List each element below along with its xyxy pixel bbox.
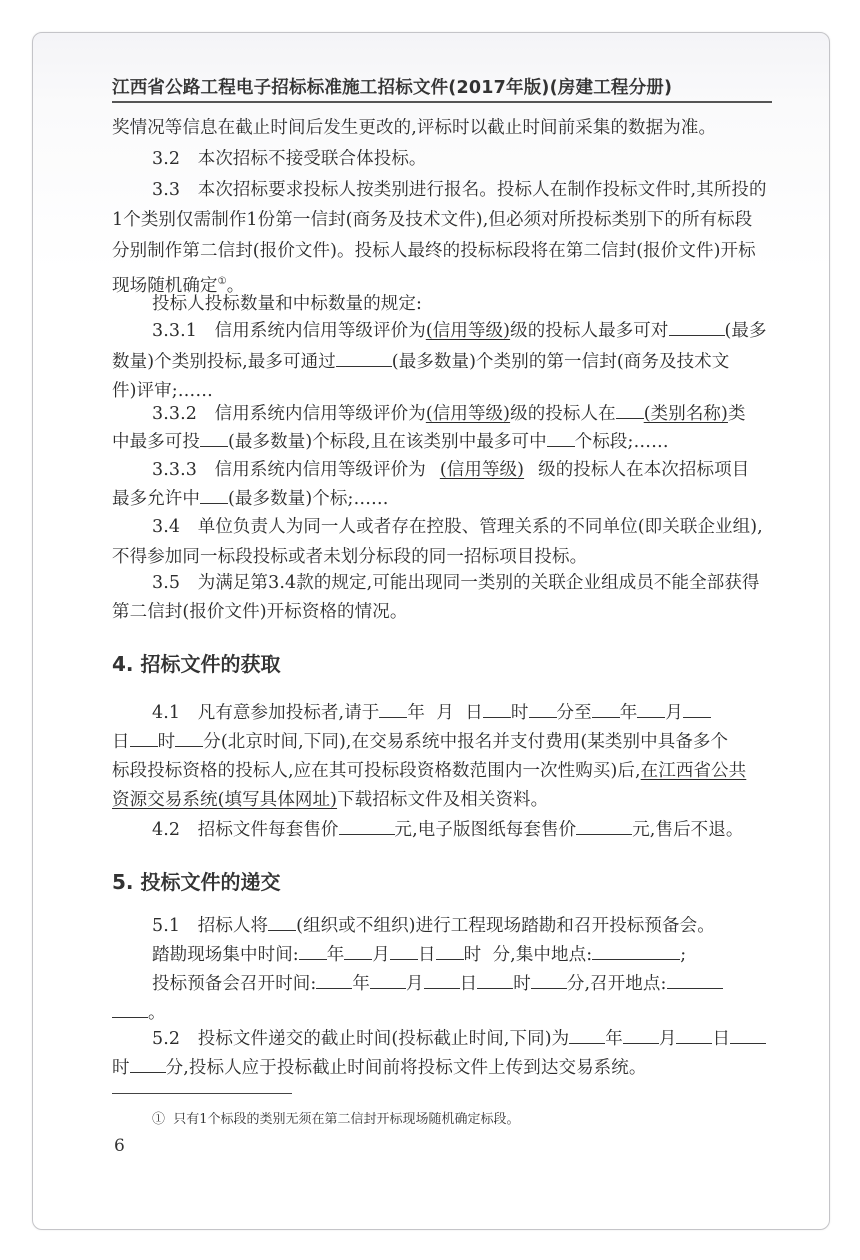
text: 日 [459,974,478,994]
clause-3-3-1-line1 [152,319,767,342]
clause-4-1-line4 [112,789,548,811]
text: 时 [463,945,482,965]
text: (最多数量)个类别的第一信封(商务及技术文 [391,352,730,372]
text: ; [680,945,687,965]
site-survey-time [152,943,686,966]
text: (最多数量)个标段,且在该类别中最多可中 [228,432,547,452]
footnote [152,1108,520,1127]
price-blank [339,818,395,835]
clause-3-4-line1: 3.4 单位负责人为同一人或者存在控股、管理关系的不同单位(即关联企业组), [152,517,763,537]
clause-5-1-line1 [152,914,715,937]
text: 3.3.2 信用系统内信用等级评价为 [152,404,426,424]
clause-3-3-line2: 1个类别仅需制作1份第一信封(商务及技术文件),但必须对所投标类别下的所有标段 [112,210,753,230]
text: 级的投标人在 [510,404,616,424]
text: 时 [112,1058,130,1078]
text: 级的投标人在本次招标项目 [538,460,750,480]
clause-3-5-line1: 3.5 为满足第3.4款的规定,可能出现同一类别的关联企业组成员不能全部获得 [152,573,760,593]
blank-field [436,943,464,960]
rule-intro: 投标人投标数量和中标数量的规定: [152,294,422,314]
credit-level-field: (信用等级) [425,404,511,424]
text: 4.1 凡有意参加投标者,请于 [152,703,380,723]
blank-field [200,430,228,447]
blank-field [200,487,228,504]
clause-5-2-line1 [152,1027,766,1050]
blank-field [676,1027,712,1044]
page-number: 6 [114,1136,125,1156]
blank-field [637,701,665,718]
text: 年 [605,1029,623,1049]
text: 最多允许中 [112,489,200,509]
text: 投标预备会召开时间: [152,974,317,994]
text: 5.2 投标文件递交的截止时间(投标截止时间,下同)为 [152,1029,570,1049]
credit-level-field: (信用等级) [439,460,525,480]
text: 年 [407,703,426,723]
text: 3.3.1 信用系统内信用等级评价为 [152,321,426,341]
blank-field [268,914,296,931]
blank-field [483,701,511,718]
blank-field [379,701,407,718]
footnote-separator [112,1093,292,1094]
pre-bid-meeting-wrap [112,1001,166,1024]
paragraph-continuation: 奖情况等信息在截止时间后发生更改的,评标时以截止时间前采集的数据为准。 [112,118,717,138]
clause-4-1-line1 [152,701,711,724]
text: (最多数量)个标;…… [228,489,389,509]
clause-4-1-line3 [112,760,746,782]
blank-field [569,1027,605,1044]
text: 元,电子版图纸每套售价 [394,820,577,840]
footnote-text: 只有1个标段的类别无须在第二信封开标现场随机确定标段。 [173,1112,520,1127]
blank-field [370,972,406,989]
text: 年 [352,974,371,994]
clause-3-3-line1: 3.3 本次招标要求投标人按类别进行报名。投标人在制作投标文件时,其所投的 [152,180,767,200]
text: 3.3.3 信用系统内信用等级评价为 [152,460,426,480]
text: 标段投标资格的投标人,应在其可投标段资格数范围内一次性购买)后, [112,761,641,781]
blank-field [547,430,575,447]
clause-3-3-1-line2 [112,350,729,373]
blank-field [730,1027,766,1044]
clause-5-2-line2 [112,1056,646,1079]
pre-bid-meeting-time [152,972,723,995]
location-blank [667,972,723,989]
text: 时 [510,703,529,723]
trading-system-link: 在江西省公共 [640,761,747,781]
category-name-field: (类别名称) [643,404,728,424]
clause-3-4-line2: 不得参加同一标段投标或者未划分标段的同一招标项目投标。 [112,547,588,567]
location-blank [592,943,680,960]
blank-field [477,972,513,989]
text: 时 [157,732,176,752]
text: 元,售后不退。 [632,820,744,840]
text: 分,集中地点: [492,945,593,965]
text: 现场随机确定 [112,275,218,296]
clause-3-5-line2: 第二信封(报价文件)开标资格的情况。 [112,602,408,622]
header-rule [112,101,772,103]
text: 类 [727,404,746,424]
clause-3-3-2-line2 [112,430,669,453]
footnote-mark: ① [152,1112,166,1127]
text: 个标段;…… [574,432,669,452]
text: 分,投标人应于投标截止时间前将投标文件上传到达交易系统。 [165,1058,647,1078]
blank-field [616,402,644,419]
text: 月 [658,1029,677,1049]
text: (最多 [724,321,767,341]
text: 数量)个类别投标,最多可通过 [112,352,336,372]
clause-3-2: 3.2 本次招标不接受联合体投标。 [152,149,427,169]
text: 月 [665,703,683,723]
price-blank [576,818,632,835]
text: 踏勘现场集中时间: [152,945,299,965]
text: 中最多可投 [112,432,200,452]
credit-level-field: (信用等级) [425,321,511,341]
text: 日 [465,703,483,723]
clause-3-3-3-line1 [152,459,749,481]
blank-field [424,972,460,989]
text: 日 [712,1029,731,1049]
location-blank [112,1001,148,1018]
text: 月 [406,974,424,994]
blank-field [529,701,557,718]
text: 分至 [556,703,592,723]
blank-field [669,319,725,336]
blank-field [130,1056,166,1073]
text: (组织或不组织)进行工程现场踏勘和召开投标预备会。 [296,916,715,936]
text: 年 [619,703,638,723]
text: 年 [326,945,345,965]
text: 4.2 招标文件每套售价 [152,820,339,840]
clause-4-1-line2 [112,730,728,753]
clause-3-3-3-line2 [112,487,389,510]
clause-4-2 [152,818,743,841]
blank-field [316,972,352,989]
blank-field [623,1027,659,1044]
section-heading-4: 4. 招标文件的获取 [112,652,281,676]
text: 5.1 招标人将 [152,916,269,936]
text: 。 [148,1003,166,1023]
text: 日 [112,732,130,752]
trading-system-link: 资源交易系统(填写具体网址) [112,790,338,810]
text: 分(北京时间,下同),在交易系统中报名并支付费用(某类别中具备多个 [203,732,729,752]
clause-3-3-1-line3: 件)评审;…… [112,381,213,401]
text: 月 [372,945,391,965]
text: 级的投标人最多可对 [510,321,669,341]
running-header: 江西省公路工程电子招标标准施工招标文件(2017年版)(房建工程分册) [112,78,673,98]
footnote-ref: ① [217,276,227,287]
clause-3-3-line3: 分别制作第二信封(报价文件)。投标人最终的投标标段将在第二信封(报价文件)开标 [112,241,756,261]
blank-field [299,943,327,960]
clause-3-3-2-line1 [152,402,746,425]
blank-field [344,943,372,960]
text: 下载招标文件及相关资料。 [337,790,549,810]
text: 分,召开地点: [566,974,667,994]
blank-field [336,350,392,367]
text: 月 [436,703,454,723]
blank-field [683,701,711,718]
blank-field [175,730,203,747]
text: 时 [513,974,531,994]
blank-field [130,730,158,747]
blank-field [592,701,620,718]
text: 日 [418,945,436,965]
blank-field [531,972,567,989]
text: 。 [226,275,245,296]
blank-field [390,943,418,960]
section-heading-5: 5. 投标文件的递交 [112,870,281,894]
